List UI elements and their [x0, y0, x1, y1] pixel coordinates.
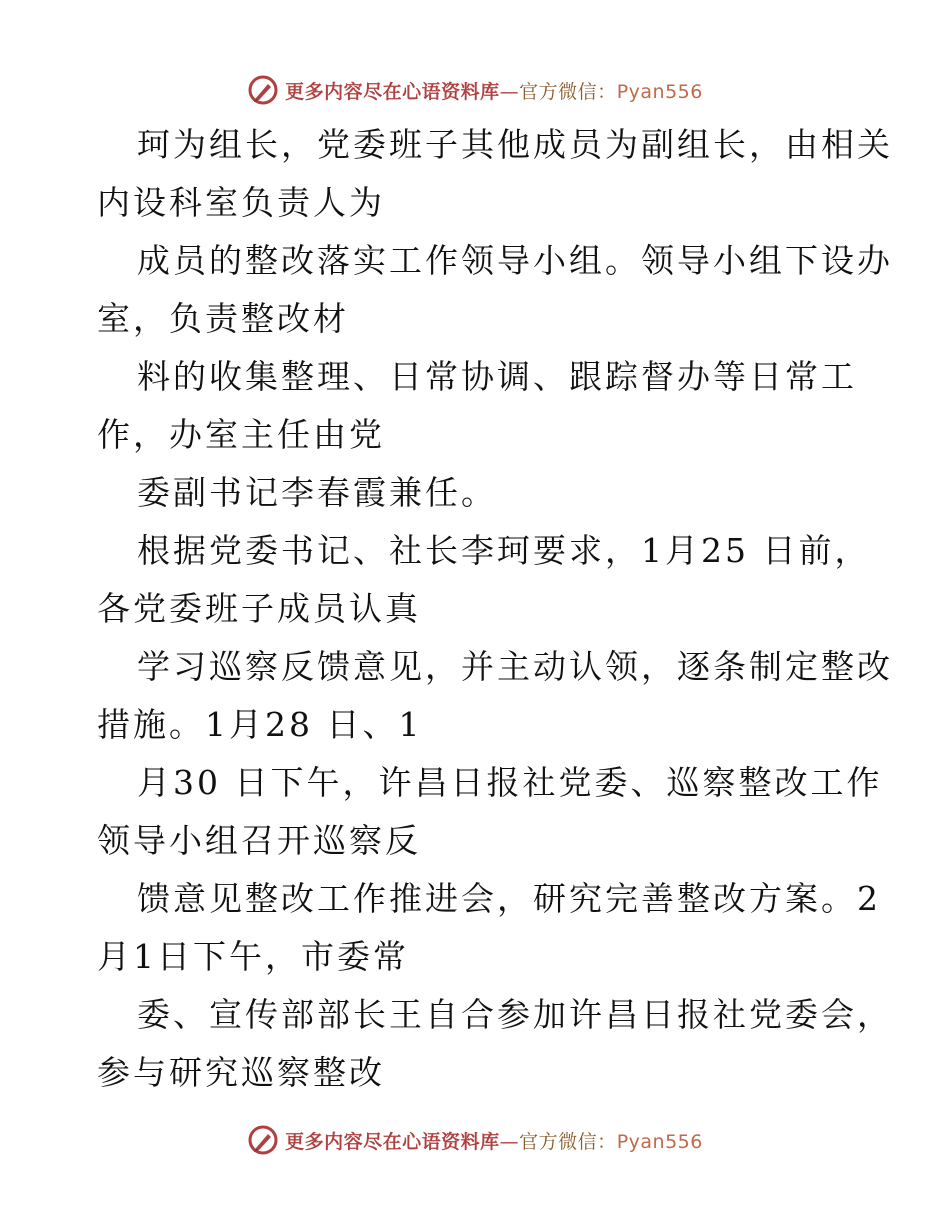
- banner-wechat-id: Pyan556: [616, 80, 703, 103]
- body-line: 料的收集整理、日常协调、跟踪督办等日常工: [137, 357, 857, 396]
- body-line: 委、宣传部部长王自合参加许昌日报社党委会，: [137, 995, 893, 1034]
- body-line: 措施。1月28 日、1: [97, 705, 423, 744]
- banner-dash: —: [499, 80, 520, 103]
- body-line: 室，负责整改材: [97, 299, 349, 338]
- body-line: 内设科室负责人为: [97, 183, 385, 222]
- banner-title: 更多内容尽在心语资料库: [285, 80, 500, 103]
- banner-title: 更多内容尽在心语资料库: [285, 1130, 500, 1153]
- body-line: 珂为组长，党委班子其他成员为副组长，由相关: [137, 125, 893, 164]
- header-banner: [0, 70, 950, 110]
- body-line: 学习巡察反馈意见，并主动认领，逐条制定整改: [137, 647, 893, 686]
- body-line: 领导小组召开巡察反: [97, 821, 421, 860]
- document-body: [97, 116, 893, 1102]
- pen-logo-icon: [247, 1124, 279, 1156]
- footer-banner: [0, 1120, 950, 1160]
- body-line: 馈意见整改工作推进会，研究完善整改方案。2: [137, 879, 881, 918]
- banner-wechat-id: Pyan556: [616, 1130, 703, 1153]
- body-line: 委副书记李春霞兼任。: [137, 473, 497, 512]
- body-line: 月1日下午，市委常: [97, 937, 409, 976]
- banner-wechat-label: 官方微信：: [519, 1130, 617, 1153]
- body-line: 月30 日下午，许昌日报社党委、巡察整改工作: [137, 763, 883, 802]
- pen-logo-icon: [247, 74, 279, 106]
- banner-dash: —: [499, 1130, 520, 1153]
- body-line: 作，办室主任由党: [97, 415, 385, 454]
- body-line: 成员的整改落实工作领导小组。领导小组下设办: [137, 241, 893, 280]
- body-line: 各党委班子成员认真: [97, 589, 421, 628]
- body-line: 参与研究巡察整改: [97, 1053, 385, 1092]
- body-line: 根据党委书记、社长李珂要求，1月25 日前，: [137, 531, 871, 570]
- banner-wechat-label: 官方微信：: [519, 80, 617, 103]
